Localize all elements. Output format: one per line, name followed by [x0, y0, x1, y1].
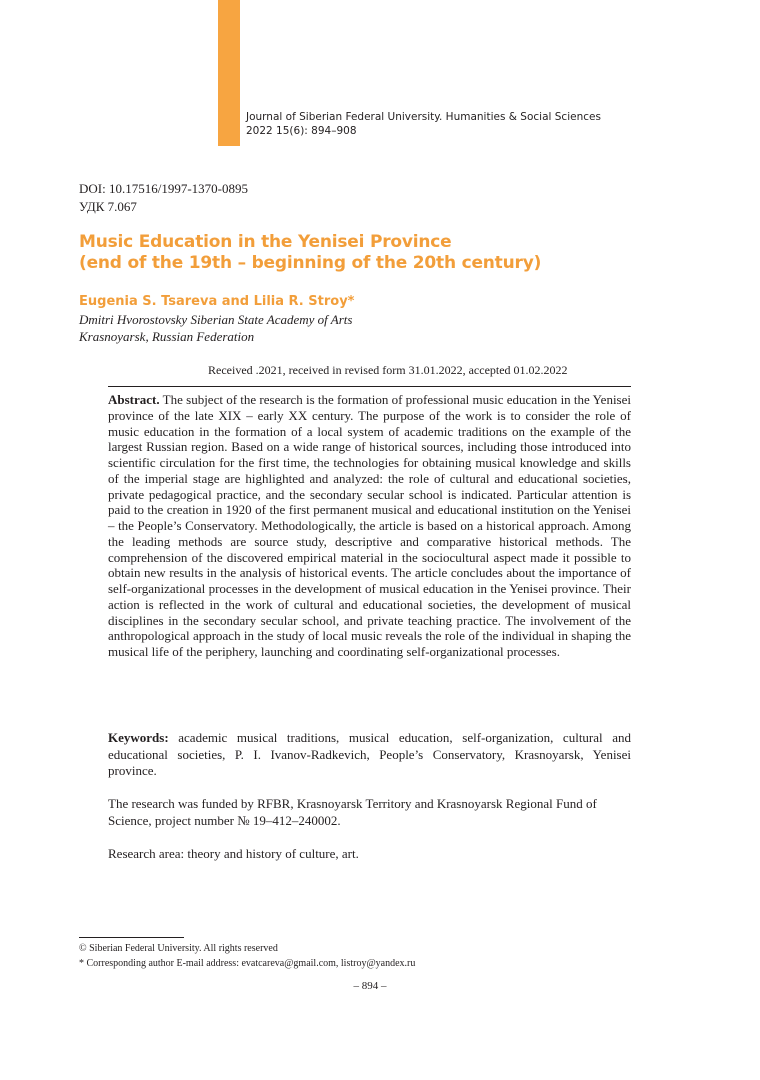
article-title	[79, 232, 699, 274]
journal-accent-bar	[218, 0, 240, 146]
journal-name: Journal of Siberian Federal University. Humanities & Social Sciences	[246, 111, 601, 123]
keywords-text: academic musical traditions, musical education, self-organization, cultural and educational societies, P. I. Ivanov-Radkevich, People’s Conservatory, Krasnoyarsk, Yenisei province.	[108, 730, 631, 778]
footnote-divider	[79, 937, 184, 938]
abstract	[108, 392, 631, 660]
keywords-label: Keywords:	[108, 730, 169, 745]
abstract-text: The subject of the research is the formation of professional music education in the Yenisei province of the late XIX – early XX century. The purpose of the work is to consider the role of music education in the formation of a local system of academic traditions on the example of the largest Russian region. Based on a wide range of historical sources, including those introduced into scientific circulation for the first time, the technologies for obtaining musical knowledge and skills of the imperial stage are highlighted and analyzed: the role of cultural and educational societies, private pedagogical practice, and the secondary secular school is indicated. Particular attention is paid to the creation in 1920 of the first permanent musical and educational institution on the Yenisei – the People’s Conservatory. Methodologically, the article is based on a historical approach. Among the leading methods are source study, descriptive and comparative historical methods. The comprehension of the discovered empirical material in the sociocultural aspect made it possible to obtain new results in the analysis of historical events. The article concludes about the importance of self-organizational processes in the development of musical education in the Yenisei province. Their action is reflected in the work of cultural and educational societies, the development of musical disciplines in the secondary secular school, and private teaching practice. The involvement of the anthropological approach in the study of local music reveals the role of the individual in shaping the musical life of the periphery, launching and coordinating self-organizational processes.	[108, 392, 631, 659]
abstract-label: Abstract.	[108, 392, 160, 407]
affiliation-institution: Dmitri Hvorostovsky Siberian State Academy of Arts	[79, 312, 353, 327]
received-dates: Received .2021, received in revised form 31.01.2022, accepted 01.02.2022	[208, 363, 568, 377]
journal-header	[246, 110, 601, 138]
title-line-1: Music Education in the Yenisei Province	[79, 232, 452, 252]
funding-statement: The research was funded by RFBR, Krasnoyarsk Territory and Krasnoyarsk Regional Fund of Science, project number № 19–412–240002.	[108, 796, 597, 828]
page-number: – 894 –	[353, 980, 387, 992]
udk-code: УДК 7.067	[79, 199, 137, 214]
research-area: Research area: theory and history of culture, art.	[108, 846, 359, 861]
keywords	[108, 730, 631, 780]
corresponding-author-footnote: * Corresponding author E-mail address: evatcareva@gmail.com, listroy@yandex.ru	[79, 958, 416, 969]
title-line-2: (end of the 19th – beginning of the 20th century)	[79, 253, 542, 273]
copyright-footnote: © Siberian Federal University. All rights reserved	[79, 943, 278, 954]
journal-volume: 2022 15(6): 894–908	[246, 125, 357, 137]
affiliation-location: Krasnoyarsk, Russian Federation	[79, 329, 255, 344]
doi: DOI: 10.17516/1997-1370-0895	[79, 181, 248, 196]
authors: Eugenia S. Tsareva and Lilia R. Stroy*	[79, 294, 355, 309]
abstract-divider	[108, 386, 631, 387]
